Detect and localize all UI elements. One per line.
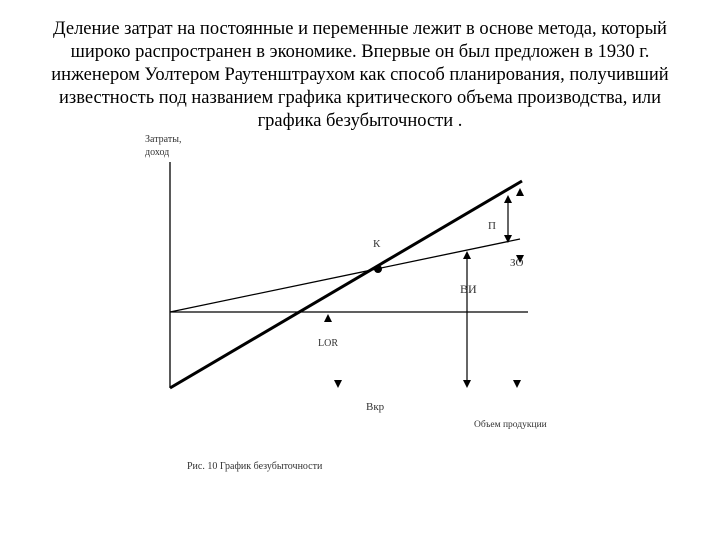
vkr-label: Вкр — [366, 401, 385, 413]
y-axis-label-line2: доход — [145, 147, 170, 158]
triangle-up-marker-icon — [324, 314, 332, 322]
intro-line: инженером Уолтером Раутенштраухом как способ планирования, получивший — [51, 65, 669, 85]
figure-caption: Рис. 10 График безубыточности — [187, 461, 323, 472]
break-even-point — [374, 265, 382, 273]
vi-label: ВИ — [460, 282, 477, 296]
arrow-head-up-icon — [463, 251, 471, 259]
triangle-down-marker-icon — [513, 380, 521, 388]
break-even-point-label: К — [373, 238, 381, 250]
intro-line: Деление затрат на постоянные и переменные лежит в основе метода, который — [53, 19, 667, 39]
zo-label: ЗО — [510, 257, 524, 269]
lor-label: LOR — [318, 338, 338, 349]
y-axis-label-line1: Затраты, — [145, 134, 182, 145]
profit-label: П — [488, 220, 496, 232]
arrow-head-down-icon — [463, 380, 471, 388]
triangle-down-marker-icon — [334, 380, 342, 388]
intro-line: известность под названием графика критического объема производства, или — [58, 88, 661, 108]
arrow-head-up-icon — [504, 195, 512, 203]
intro-line: широко распространен в экономике. Впервые он был предложен в 1930 г. — [70, 42, 650, 62]
triangle-up-marker-icon — [516, 188, 524, 196]
x-axis-label: Объем продукции — [474, 420, 547, 430]
intro-line: графика безубыточности . — [257, 111, 463, 131]
